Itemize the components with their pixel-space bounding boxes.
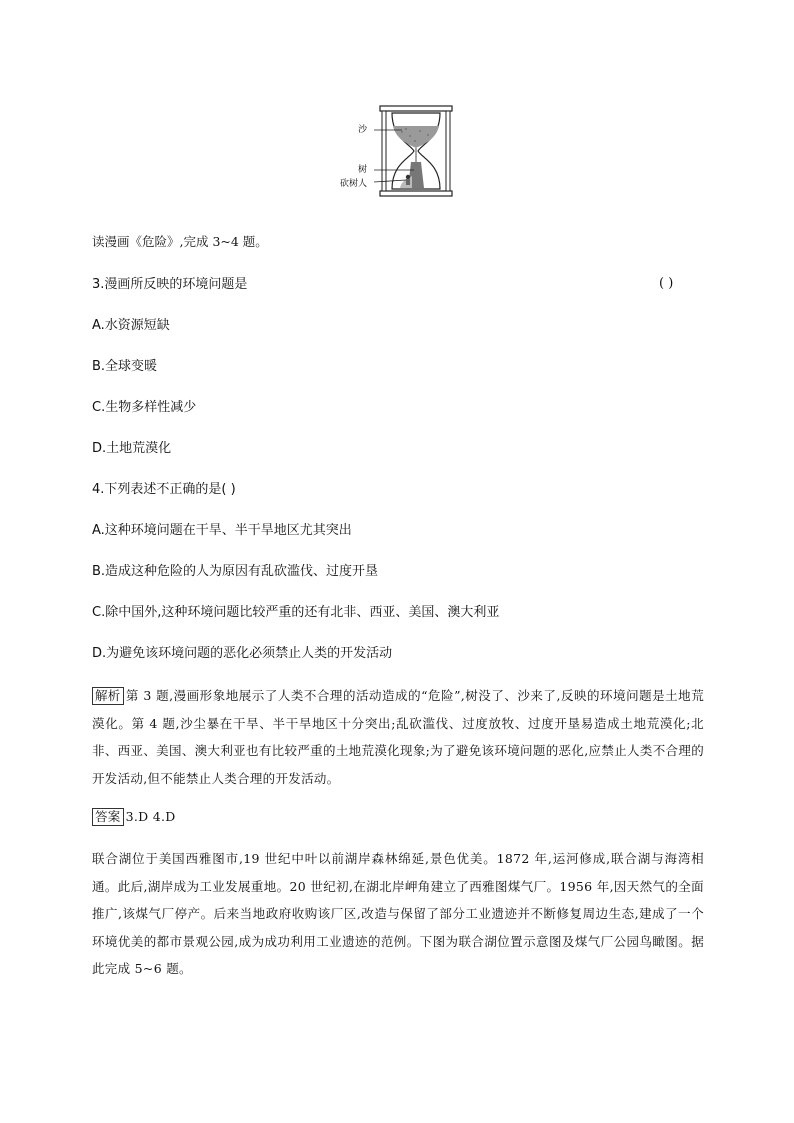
analysis-tag: 解析 xyxy=(92,687,124,705)
analysis-block xyxy=(92,682,704,792)
intro-text: 读漫画《危险》,完成 3~4 题。 xyxy=(92,234,268,249)
q3-answer-bracket: ( ) xyxy=(659,276,674,291)
q3-stem: 3.漫画所反映的环境问题是 xyxy=(92,277,248,292)
q3-option-d: D.土地荒漠化 xyxy=(92,441,172,456)
answer-text: 3.D 4.D xyxy=(125,809,176,824)
answer-tag: 答案 xyxy=(92,808,124,826)
q4-stem: 4.下列表述不正确的是( ) xyxy=(92,482,236,497)
q3-option-a: A.水资源短缺 xyxy=(92,318,170,333)
passage-text: 联合湖位于美国西雅图市,19 世纪中叶以前湖岸森林绵延,景色优美。1872 年,运河修成,联合湖与海湾相通。此后,湖岸成为工业发展重地。20 世纪初,在湖北岸岬角建立了西雅图煤气厂。1956 年,因天然气的全面推广,该煤气厂停产。后来当地政府收购该厂区,改造与保留了部分工业遗迹并不断修复周边生态,建成了一个环境优美的都市景观公园,成为成功利用工业遗迹的范例。下图为联合湖位置示意图及煤气厂公园鸟瞰图。据此完成 5~6 题。 xyxy=(92,851,704,976)
answer-block xyxy=(92,803,704,831)
label-tree: 树 xyxy=(358,165,368,175)
analysis-text: 第 3 题,漫画形象地展示了人类不合理的活动造成的“危险”,树没了、沙来了,反映的环境问题是土地荒漠化。第 4 题,沙尘暴在干旱、半干旱地区十分突出;乱砍滥伐、过度放牧、过度开垦易造成土地荒漠化;北非、西亚、美国、澳大利亚也有比较严重的土地荒漠化现象;为了避免该环境问题的恶化,应禁止人类不合理的开发活动,但不能禁止人类合理的开发活动。 xyxy=(92,688,704,786)
q4-option-d: D.为避免该环境问题的恶化必须禁止人类的开发活动 xyxy=(92,646,393,661)
q3-option-b: B.全球变暖 xyxy=(92,359,158,374)
q4-option-c: C.除中国外,这种环境问题比较严重的还有北非、西亚、美国、澳大利亚 xyxy=(92,605,500,620)
q4-option-a: A.这种环境问题在干旱、半干旱地区尤其突出 xyxy=(92,523,352,538)
q4-option-b: B.造成这种危险的人为原因有乱砍滥伐、过度开垦 xyxy=(92,564,379,579)
hourglass-cartoon xyxy=(340,104,460,200)
label-sand: 沙 xyxy=(358,125,368,135)
label-woodcutter: 砍树人 xyxy=(340,179,368,189)
q3-option-c: C.生物多样性减少 xyxy=(92,400,197,415)
